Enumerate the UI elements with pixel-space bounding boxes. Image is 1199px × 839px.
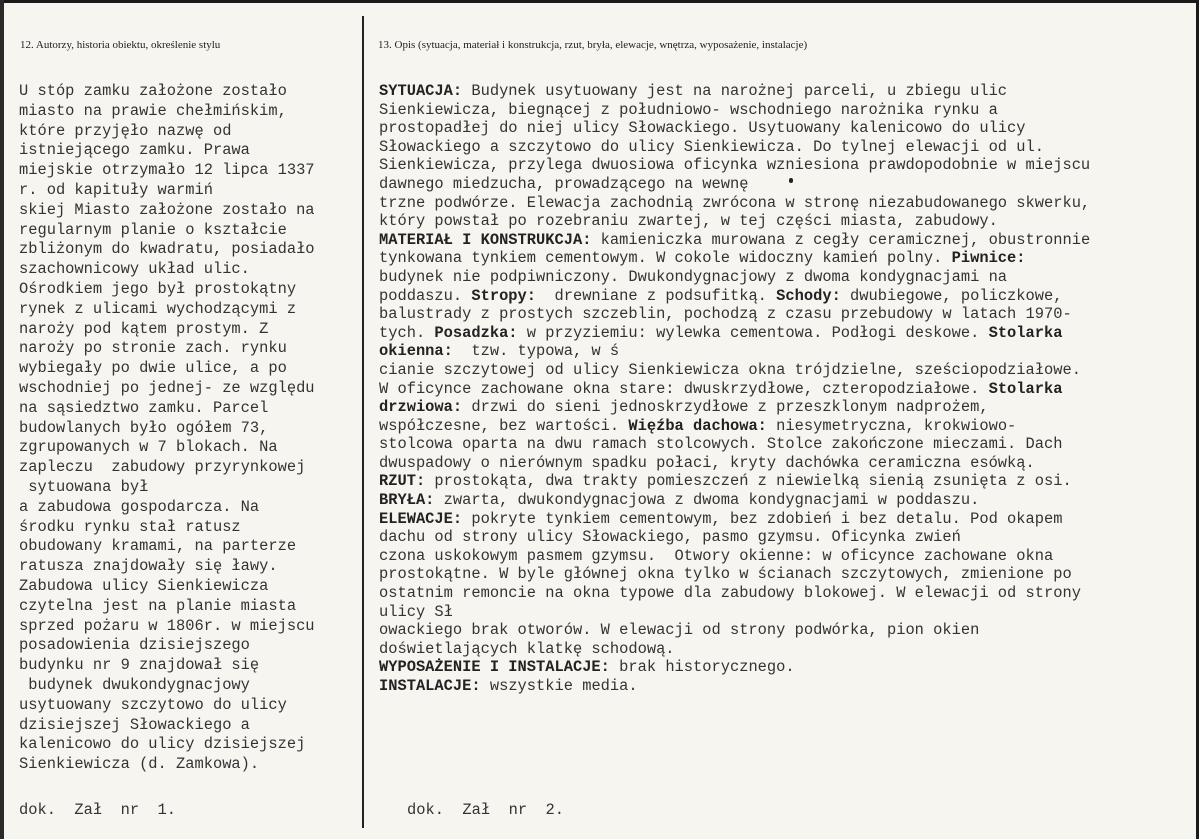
description-run: budynek nie podpiwniczony. Dwukondygnacjowy z dwoma kondygnacjami na (379, 267, 1008, 286)
description-run: w przyziemiu: wylewka cementowa. Podłogi deskowe. (517, 323, 989, 342)
section-label: Stolarka (988, 323, 1063, 342)
description-run: Sienkiewicza, biegnącej z południowo- wschodniego narożnika rynku a (379, 100, 998, 119)
description-line (379, 677, 1169, 696)
description-run: dwuspadowy o nierównym spadku połaci, kryty dachówka ceramiczna esówką. (379, 453, 1035, 472)
history-line: sytuowana był (19, 477, 149, 496)
history-line: Sienkiewicza (d. Zamkowa). (19, 755, 260, 774)
history-text (19, 82, 349, 775)
description-line (379, 156, 1169, 175)
section-label: INSTALACJE: (379, 677, 481, 695)
description-run: stolcowa oparta na dwu ramach stolcowych. Stolce zakończone mieczami. Dach (379, 435, 1063, 454)
history-line: szachownicowy układ ulic. (19, 260, 250, 279)
description-line (379, 454, 1169, 473)
description-run: W oficynce zachowane okna stare: dwuskrzydłowe, czteropodziałowe. (379, 379, 989, 398)
description-run: balustrady z prostych szczeblin, pochodzą z czasu przebudowy w latach 1970- (379, 305, 1072, 324)
description-line (379, 231, 1169, 250)
history-line: Zabudowa ulicy Sienkiewicza (19, 576, 269, 595)
scan-edge-top (0, 0, 1199, 3)
description-run: który powstał po rozebraniu zwartej, w tej części miasta, zabudowy. (379, 212, 998, 231)
description-run: Sienkiewicza, przylega dwuosiowa oficynka wzniesiona prawdopodobnie w miejscu (379, 156, 1091, 175)
description-line (379, 640, 1169, 659)
description-run: ulicy Sł (379, 602, 453, 621)
scan-edge-left (0, 0, 4, 839)
description-line (379, 510, 1169, 529)
description-run: drzwi do sieni jednoskrzydłowe z przeszklonym nadprożem, (462, 398, 989, 417)
description-line (379, 547, 1169, 566)
history-line: zgrupowanych w 7 blokach. Na (19, 438, 278, 457)
attachment-ref-left: dok. Zał nr 1. (19, 801, 177, 819)
section-label: MATERIAŁ I KONSTRUKCJA: (379, 230, 592, 249)
section-label: Schody: (776, 286, 841, 305)
section-label: RZUT: (379, 472, 426, 491)
description-line (379, 491, 1169, 510)
history-line: zbliżonym do kwadratu, posiadało (19, 240, 315, 259)
description-line (379, 584, 1169, 603)
history-line: istniejącego zamku. Prawa (19, 141, 250, 160)
history-line: rynek z ulicami wychodzącymi z (19, 299, 297, 318)
history-line: posadowienia dzisiejszego (19, 636, 250, 655)
description-line (379, 361, 1169, 380)
description-line (379, 658, 1169, 677)
description-line (379, 417, 1169, 436)
history-line: które przyjęło nazwę od (19, 121, 232, 140)
description-line (379, 101, 1169, 120)
description-run: kamieniczka murowana z cegły ceramicznej, obustronnie (591, 230, 1091, 249)
description-run: trzne podwórze. Elewacja zachodnią zwrócona w stronę niezabudowanego skwerku, (379, 193, 1091, 212)
description-text (379, 82, 1169, 696)
history-line: wybiegały po dwie ulice, a po (19, 359, 287, 378)
description-line (379, 380, 1169, 399)
description-line (379, 305, 1169, 324)
description-line (379, 287, 1169, 306)
section-label: Stropy: (471, 286, 537, 305)
history-line: zapleczu zabudowy przyrynkowej (19, 458, 306, 477)
section-label: Więźba dachowa: (628, 416, 767, 435)
description-run: brak historycznego. (609, 658, 795, 677)
description-line (379, 398, 1169, 417)
description-run: tzw. typowa, w ś (452, 342, 620, 361)
history-line: Ośrodkiem jego był prostokątny (19, 279, 297, 298)
description-line (379, 435, 1169, 454)
description-run: doświetlających klatkę schodową. (379, 639, 675, 658)
attachment-ref-right: dok. Zał nr 2. (407, 801, 565, 819)
description-run: dachu od strony ulicy Słowackiego, pasmo gzymsu. Oficynka zwień (379, 528, 961, 547)
history-line: usytuowany szczytowo do ulicy (19, 695, 287, 714)
column-divider (362, 16, 364, 828)
description-run: Budynek usytuowany jest na narożnej parceli, u zbiegu ulic (462, 82, 1008, 100)
description-line (379, 249, 1169, 268)
description-run: ostatnim remoncie na okna typowe dla zabudowy blokowej. W elewacji od strony (379, 584, 1081, 603)
history-line: dzisiejszej Słowackiego a (19, 715, 250, 734)
description-line (379, 621, 1169, 640)
history-line: budowlanych było ogółem 73, (19, 418, 269, 437)
history-line: U stóp zamku założone zostało (19, 82, 287, 100)
description-run: prostopadłej do niej ulicy Słowackiego. Usytuowany kalenicowo do ulicy (379, 119, 1026, 138)
section-label: Piwnice: (951, 249, 1026, 268)
description-run: cianie szczytowej od ulicy Sienkiewicza okna trójdzielne, sześciopodziałowe. (379, 360, 1081, 379)
history-line: naroży po stronie zach. rynku (19, 339, 287, 358)
history-line: budynku nr 9 znajdował się (19, 656, 260, 675)
section-label: SYTUACJA: (379, 82, 463, 100)
description-run: dawnego miedzucha, prowadzącego na wewnę (379, 174, 749, 193)
description-line (379, 194, 1169, 213)
history-line: r. od kapituły warmiń (19, 180, 213, 199)
description-run: wszystkie media. (480, 677, 638, 695)
description-line (379, 212, 1169, 231)
description-line (379, 324, 1169, 343)
history-line: miejskie otrzymało 12 lipca 1337 (19, 161, 315, 180)
history-line: obudowany kramami, na parterze (19, 537, 297, 556)
description-run: współczesne, bez wartości. (379, 416, 629, 435)
history-line: a zabudowa gospodarcza. Na (19, 497, 260, 516)
description-run: zwarta, dwukondygnacjowa z dwoma kondygnacjami w poddaszu. (434, 491, 980, 510)
description-line (379, 603, 1169, 622)
section-label: BRYŁA: (379, 491, 435, 510)
history-line: środku rynku stał ratusz (19, 517, 241, 536)
section-label: okienna: (379, 342, 453, 361)
description-run: Słowackiego a szczytowo do ulicy Sienkiewicza. Do tylnej elewacji od ul. (379, 137, 1044, 156)
description-run: czona uskokowym pasmem gzymsu. Otwory okienne: w oficynce zachowane okna (379, 546, 1054, 565)
ink-speck (789, 178, 793, 183)
description-line (379, 175, 1169, 194)
section-13-header: 13. Opis (sytuacja, materiał i konstrukcja, rzut, bryła, elewacje, wnętrza, wyposażenie, instalacje) (378, 39, 808, 51)
description-line (379, 342, 1169, 361)
history-line: naroży pod kątem prostym. Z (19, 319, 269, 338)
history-line: kalenicowo do ulicy dzisiejszej (19, 735, 306, 754)
description-run: prostokąta, dwa trakty pomieszczeń z niewielką sienią zsunięta z osi. (425, 472, 1072, 491)
description-line (379, 528, 1169, 547)
description-line (379, 268, 1169, 287)
description-run: tynkowana tynkiem cementowym. W cokole widoczny kamień polny. (379, 249, 952, 268)
history-line: budynek dwukondygnacjowy (19, 675, 250, 694)
history-line: sprzed pożaru w 1806r. w miejscu (19, 616, 315, 635)
history-line: ratusza znajdowały się ławy. (19, 557, 278, 576)
section-label: ELEWACJE: (379, 509, 463, 528)
history-line: regularnym planie o kształcie (19, 220, 287, 239)
description-line (379, 138, 1169, 157)
section-label: Stolarka (988, 379, 1063, 398)
description-run: drewniane z podsufitką. (536, 286, 777, 305)
description-run: prostokątne. W byle głównej okna tylko w ścianach szczytowych, zmienione po (379, 565, 1072, 584)
history-line: wschodniej po jednej- ze względu (19, 378, 315, 397)
description-run: dwubiegowe, policzkowe, (840, 286, 1063, 305)
section-label: drzwiowa: (379, 398, 463, 417)
description-line (379, 565, 1169, 584)
description-run: poddaszu. (379, 286, 472, 305)
section-12-header: 12. Autorzy, historia obiektu, określenie stylu (20, 39, 221, 51)
history-line: na sąsiedztwo zamku. Parcel (19, 398, 269, 417)
description-run: pokryte tynkiem cementowym, bez zdobień i bez detalu. Pod okapem (462, 509, 1063, 528)
section-label: Posadzka: (434, 323, 518, 342)
description-run: tych. (379, 323, 435, 342)
description-line (379, 82, 1169, 101)
description-line (379, 119, 1169, 138)
description-run: owackiego brak otworów. W elewacji od strony podwórka, pion okien (379, 621, 980, 640)
history-line: czytelna jest na planie miasta (19, 596, 297, 615)
description-line (379, 472, 1169, 491)
history-line: skiej Miasto założone zostało na (19, 200, 315, 219)
history-line: miasto na prawie chełmińskim, (19, 101, 287, 120)
section-label: WYPOSAŻENIE I INSTALACJE: (379, 658, 610, 677)
description-run: niesymetryczna, krokwiowo- (766, 416, 1017, 435)
